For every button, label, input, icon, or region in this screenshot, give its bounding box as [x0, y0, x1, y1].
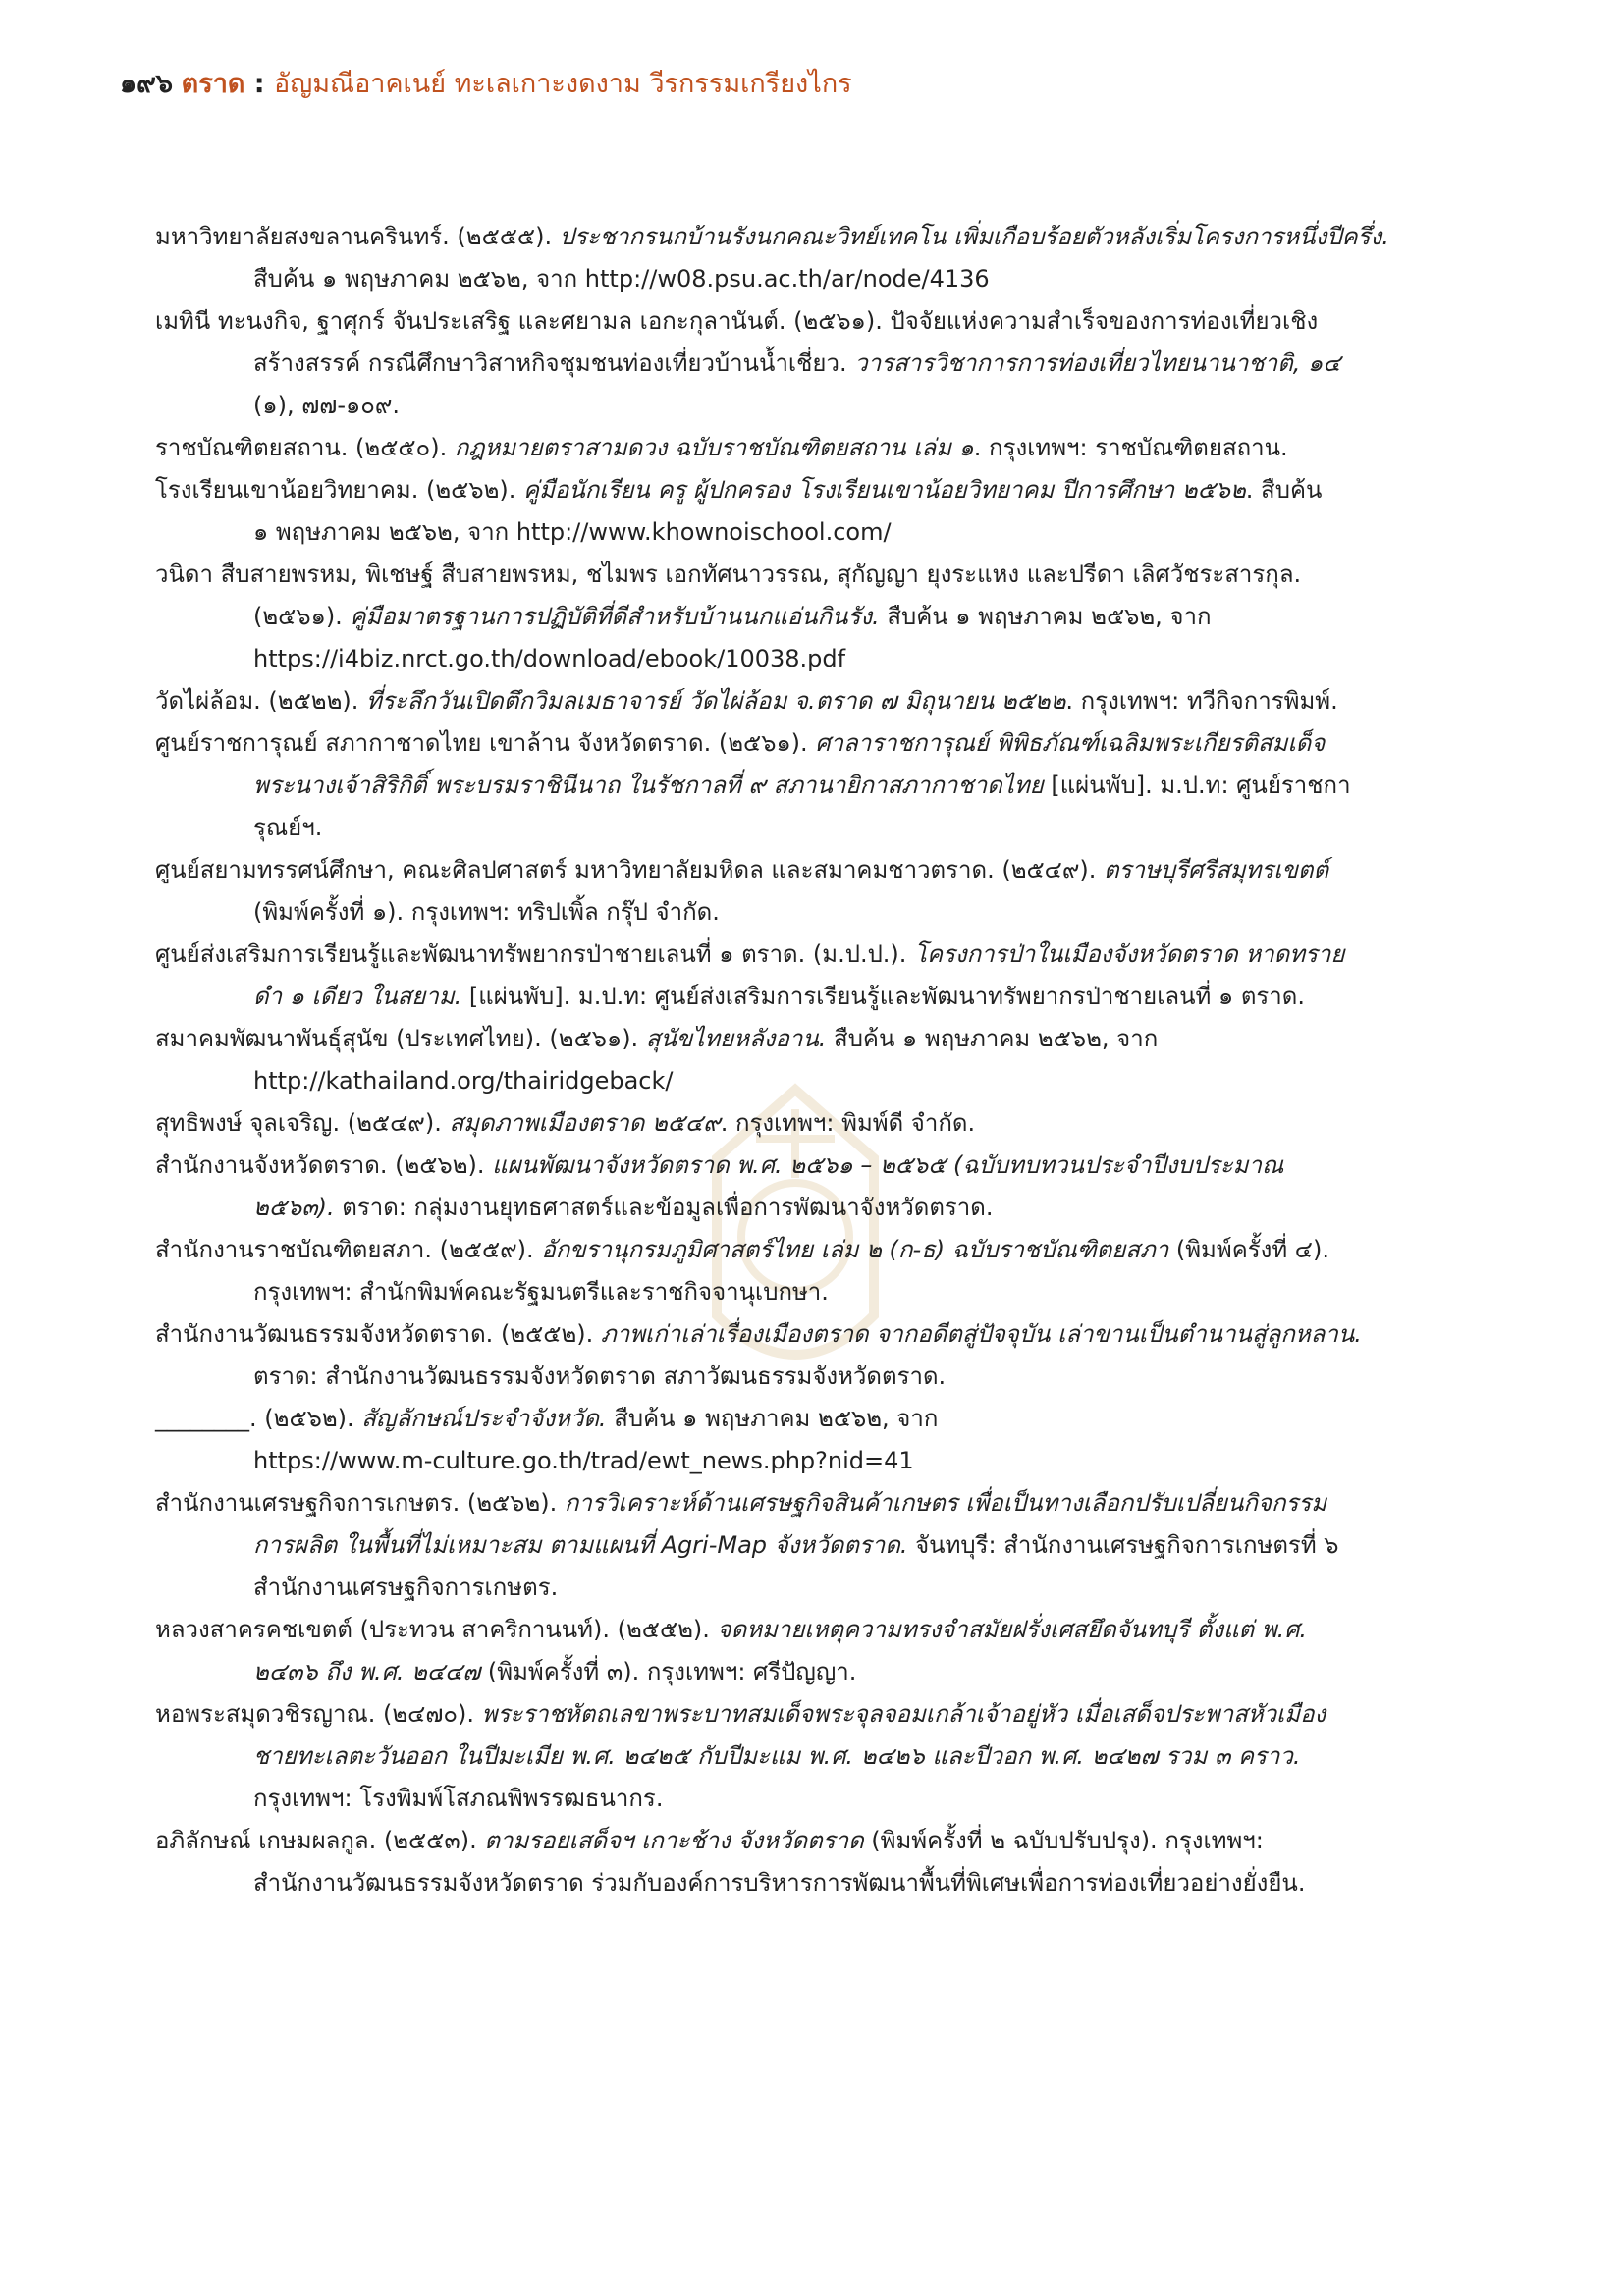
reference-text: (๑), ๗๗-๑๐๙.: [253, 392, 401, 419]
reference-text: (พิมพ์ครั้งที่ ๑). กรุงเทพฯ: ทริปเพิ้ล กรุ๊ป จำกัด.: [253, 898, 720, 926]
reference-title: คู่มือมาตรฐานการปฏิบัติที่ดีสำหรับบ้านนกแอ่นกินรัง.: [350, 603, 880, 630]
reference-title: สมุดภาพเมืองตราด ๒๕๔๙: [449, 1109, 721, 1137]
header-subtitle: อัญมณีอาคเนย์ ทะเลเกาะงดงาม วีรกรรมเกรียงไกร: [274, 69, 852, 99]
reference-title: ที่ระลึกวันเปิดตึกวิมลเมธาจารย์ วัดไผ่ล้อม จ.ตราด ๗ มิถุนายน ๒๕๒๒: [366, 687, 1066, 715]
reference-entry: [155, 300, 1412, 427]
reference-text: วนิดา สืบสายพรหม, พิเชษฐ์ สืบสายพรหม, ชไมพร เอกทัศนาวรรณ, สุกัญญา ยุงระแหง และปรีดา เลิศวัชระสารกุล. (๒๕๖๑).: [155, 561, 1302, 630]
reference-text: สำนักงานเศรษฐกิจการเกษตร. (๒๕๖๒).: [155, 1489, 565, 1517]
reference-text: . กรุงเทพฯ: ทวีกิจการพิมพ์.: [1065, 687, 1338, 715]
reference-title: พระราชหัตถเลขาพระบาทสมเด็จพระจุลจอมเกล้าเจ้าอยู่หัว เมื่อเสด็จประพาสหัวเมือง ชายทะเลตะวันออก ในปีมะเมีย พ.ศ. ๒๔๒๕ กับปีมะแม พ.ศ. ๒๔๒๖ และปีวอก พ.ศ. ๒๔๒๗ รวม ๓ คราว.: [253, 1700, 1326, 1770]
reference-text: (พิมพ์ครั้งที่ ๓). กรุงเทพฯ: ศรีปัญญา.: [480, 1658, 857, 1685]
reference-entry: [155, 469, 1412, 554]
reference-text: วัดไผ่ล้อม. (๒๕๒๒).: [155, 687, 367, 715]
reference-entry: [155, 1482, 1412, 1609]
reference-text: อภิลักษณ์ เกษมผลกูล. (๒๕๕๓).: [155, 1827, 485, 1854]
reference-entry: [155, 722, 1412, 849]
reference-list: [155, 216, 1412, 1904]
reference-entry: [155, 1820, 1412, 1904]
reference-entry: [155, 216, 1412, 300]
reference-title: สุนัขไทยหลังอาน.: [645, 1025, 827, 1052]
header-separator: :: [244, 69, 274, 99]
reference-entry: [155, 1398, 1412, 1482]
reference-text: สมาคมพัฒนาพันธุ์สุนัข (ประเทศไทย). (๒๕๖๑).: [155, 1025, 646, 1052]
reference-text: [แผ่นพับ]. ม.ป.ท: ศูนย์ส่งเสริมการเรียนรู้และพัฒนาทรัพยากรป่าชายเลนที่ ๑ ตราด.: [461, 983, 1305, 1010]
reference-text: ศูนย์ราชการุณย์ สภากาชาดไทย เขาล้าน จังหวัดตราด. (๒๕๖๑).: [155, 729, 816, 757]
reference-text: (พิมพ์ครั้งที่ ๒ ฉบับปรับปรุง). กรุงเทพฯ: สำนักงานวัฒนธรรมจังหวัดตราด ร่วมกับองค์การบริหารการพัฒนาพื้นที่พิเศษเพื่อการท่องเที่ยวอย่างยั่งยืน.: [253, 1827, 1306, 1896]
page-number: ๑๙๖: [120, 69, 174, 99]
reference-text: โรงเรียนเขาน้อยวิทยาคม. (๒๕๖๒).: [155, 476, 524, 504]
reference-title: ศาลาราชการุณย์ พิพิธภัณฑ์เฉลิมพระเกียรติสมเด็จ พระนางเจ้าสิริกิติ์ พระบรมราชินีนาถ ในรัชกาลที่ ๙ สภานายิกาสภากาชาดไทย: [253, 729, 1326, 799]
reference-text: สำนักงานจังหวัดตราด. (๒๕๖๒).: [155, 1151, 493, 1179]
reference-text: ราชบัณฑิตยสถาน. (๒๕๕๐).: [155, 434, 455, 461]
reference-text: (พิมพ์ครั้งที่ ๔). กรุงเทพฯ: สำนักพิมพ์คณะรัฐมนตรีและราชกิจจานุเบกษา.: [253, 1236, 1329, 1306]
reference-text: สำนักงานวัฒนธรรมจังหวัดตราด. (๒๕๕๒).: [155, 1320, 601, 1348]
reference-text: หลวงสาครคชเขตต์ (ประทวน สาคริกานนท์). (๒๕๕๒).: [155, 1616, 718, 1643]
reference-text: มหาวิทยาลัยสงขลานครินทร์. (๒๕๕๕).: [155, 223, 560, 250]
reference-entry: [155, 1313, 1412, 1398]
reference-title: กฎหมายตราสามดวง ฉบับราชบัณฑิตยสถาน เล่ม ๑: [454, 434, 974, 461]
reference-text: สืบค้น ๑ พฤษภาคม ๒๕๖๒, จาก http://w08.psu.ac.th/ar/node/4136: [253, 265, 990, 293]
reference-title: ตามรอยเสด็จฯ เกาะช้าง จังหวัดตราด: [484, 1827, 864, 1854]
reference-entry: [155, 1018, 1412, 1102]
reference-title: อักขรานุกรมภูมิศาสตร์ไทย เล่ม ๒ (ก-ธ) ฉบับราชบัณฑิตยสภา: [541, 1236, 1169, 1263]
reference-entry: [155, 1693, 1412, 1820]
reference-entry: [155, 934, 1412, 1018]
reference-text: . กรุงเทพฯ: ราชบัณฑิตยสถาน.: [973, 434, 1288, 461]
reference-text: กรุงเทพฯ: โรงพิมพ์โสภณพิพรรฒธนากร.: [253, 1785, 664, 1812]
reference-entry: [155, 1145, 1412, 1229]
reference-text: ศูนย์ส่งเสริมการเรียนรู้และพัฒนาทรัพยากรป่าชายเลนที่ ๑ ตราด. (ม.ป.ป.).: [155, 940, 915, 968]
reference-text: สำนักงานราชบัณฑิตยสภา. (๒๕๕๙).: [155, 1236, 542, 1263]
reference-entry: [155, 680, 1412, 722]
reference-text: จันทบุรี: สำนักงานเศรษฐกิจการเกษตรที่ ๖ สำนักงานเศรษฐกิจการเกษตร.: [253, 1531, 1339, 1601]
reference-title: สัญลักษณ์ประจำจังหวัด.: [361, 1405, 607, 1432]
reference-title: วารสารวิชาการการท่องเที่ยวไทยนานาชาติ, ๑๔: [854, 349, 1341, 377]
reference-text: ศูนย์สยามทรรศน์ศึกษา, คณะศิลปศาสตร์ มหาวิทยาลัยมหิดล และสมาคมชาวตราด. (๒๕๔๙).: [155, 856, 1105, 883]
reference-title: โครงการป่าในเมืองจังหวัดตราด หาดทราย ดำ ๑ เดียว ในสยาม.: [253, 940, 1345, 1010]
reference-text: หอพระสมุดวชิรญาณ. (๒๔๗๐).: [155, 1700, 482, 1728]
reference-entry: [155, 1229, 1412, 1313]
reference-entry: [155, 427, 1412, 469]
reference-text: เมทินี ทะนงกิจ, ฐาศุกร์ จันประเสริฐ และศยามล เอกะกุลานันต์. (๒๕๖๑). ปัจจัยแห่งความสำเร็จของการท่องเที่ยวเชิง สร้างสรรค์ กรณีศึกษาวิสาหกิจชุมชนท่องเที่ยวบ้านน้ำเชี่ยว.: [155, 307, 1319, 377]
reference-text: . กรุงเทพฯ: พิมพ์ดี จำกัด.: [720, 1109, 976, 1137]
reference-title: ภาพเก่าเล่าเรื่องเมืองตราด จากอดีตสู่ปัจจุบัน เล่าขานเป็นตำนานสู่ลูกหลาน.: [600, 1320, 1362, 1348]
province-name: ตราด: [181, 69, 245, 99]
reference-entry: [155, 1102, 1412, 1145]
reference-title: คู่มือนักเรียน ครู ผู้ปกครอง โรงเรียนเขาน้อยวิทยาคม ปีการศึกษา ๒๕๖๒: [523, 476, 1246, 504]
reference-text: สืบค้น ๑ พฤษภาคม ๒๕๖๒, จาก http://kathailand.org/thairidgeback/: [253, 1025, 1159, 1095]
reference-title: ประชากรนกบ้านรังนกคณะวิทย์เทคโน เพิ่มเกือบร้อยตัวหลังเริ่มโครงการหนึ่งปีครึ่ง.: [559, 223, 1389, 250]
reference-text: สืบค้น ๑ พฤษภาคม ๒๕๖๒, จาก https://www.m-culture.go.th/trad/ewt_news.php?nid=41: [253, 1405, 939, 1474]
running-header: [120, 65, 1545, 104]
reference-text: ตราด: สำนักงานวัฒนธรรมจังหวัดตราด สภาวัฒนธรรมจังหวัดตราด.: [253, 1362, 947, 1390]
reference-text: [แผ่นพับ]. ม.ป.ท: ศูนย์ราชการุณย์ฯ.: [253, 772, 1351, 841]
reference-entry: [155, 1609, 1412, 1693]
reference-text: สุทธิพงษ์ จุลเจริญ. (๒๕๔๙).: [155, 1109, 450, 1137]
reference-title: แผนพัฒนาจังหวัดตราด พ.ศ. ๒๕๖๑ – ๒๕๖๕ (ฉบับทบทวนประจำปีงบประมาณ ๒๕๖๓).: [253, 1151, 1284, 1221]
reference-text: ________. (๒๕๖๒).: [155, 1405, 362, 1432]
reference-text: สืบค้น ๑ พฤษภาคม ๒๕๖๒, จาก https://i4biz.nrct.go.th/download/ebook/10038.pdf: [253, 603, 1212, 672]
reference-title: การวิเคราะห์ด้านเศรษฐกิจสินค้าเกษตร เพื่อเป็นทางเลือกปรับเปลี่ยนกิจกรรม การผลิต ในพื้นที่ไม่เหมาะสม ตามแผนที่ Agri-Map จังหวัดตราด.: [253, 1489, 1327, 1559]
reference-title: ตราษบุรีศรีสมุทรเขตต์: [1104, 856, 1329, 883]
reference-title: จดหมายเหตุความทรงจำสมัยฝรั่งเศสยึดจันทบุรี ตั้งแต่ พ.ศ. ๒๔๓๖ ถึง พ.ศ. ๒๔๔๗: [253, 1616, 1308, 1685]
reference-entry: [155, 554, 1412, 680]
reference-text: . สืบค้น ๑ พฤษภาคม ๒๕๖๒, จาก http://www.khownoischool.com/: [253, 476, 1323, 546]
reference-text: ตราด: กลุ่มงานยุทธศาสตร์และข้อมูลเพื่อการพัฒนาจังหวัดตราด.: [334, 1194, 994, 1221]
reference-entry: [155, 849, 1412, 934]
